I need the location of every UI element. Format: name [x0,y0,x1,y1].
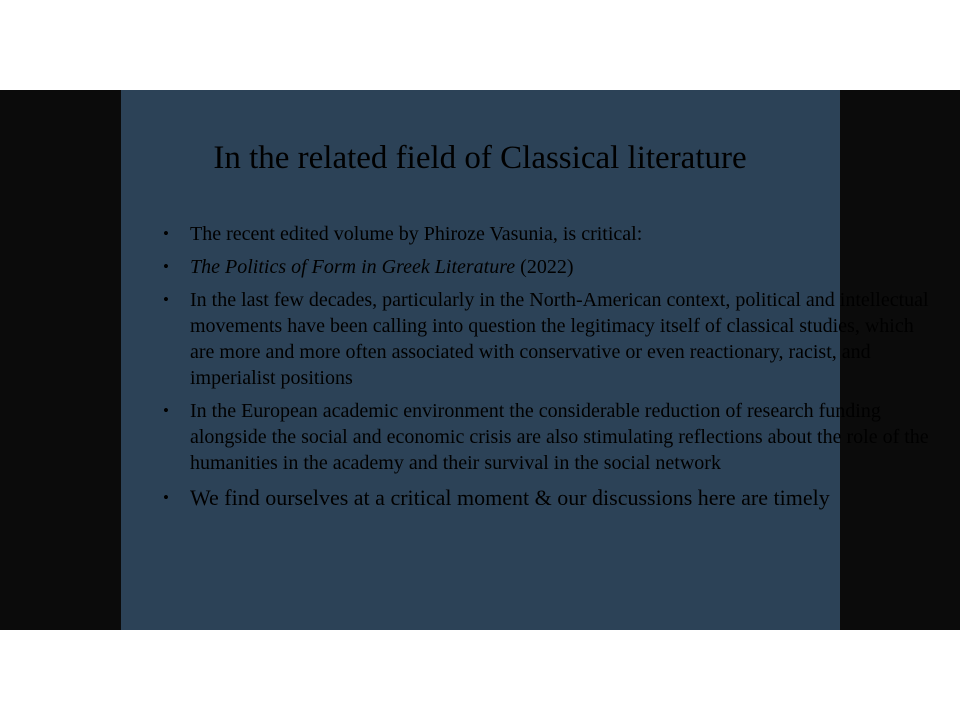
bullet-text: In the European academic environment the considerable reduction of research funding alongside the social and economic crisis are also stimulating reflections about the role of the humanities in the academy and their survival in the social network [190,400,929,474]
bullet-text [190,256,573,278]
bullet-marker: • [163,224,169,243]
bullet-marker: • [163,257,169,276]
publication-year: (2022) [515,256,574,278]
bullet-marker: • [163,488,169,507]
bullet-item [0,398,960,476]
bullet-item [0,287,960,391]
slide-title: In the related field of Classical literature [213,140,747,176]
bullet-item [0,221,960,247]
bullet-text: We find ourselves at a critical moment & our discussions here are timely [190,485,830,510]
bullet-marker: • [163,290,169,309]
book-title: The Politics of Form in Greek Literature [190,256,516,278]
bullet-text: In the last few decades, particularly in the North-American context, political and intellectual movements have been calling into question the legitimacy itself of classical studies, which are more and more often associated with conservative or even reactionary, racist, and imperialist positions [190,289,929,389]
bullet-item [0,483,960,512]
bullet-list [0,221,960,519]
bullet-text: The recent edited volume by Phiroze Vasunia, is critical: [190,223,643,245]
bullet-marker: • [163,401,169,420]
bullet-item [0,254,960,280]
